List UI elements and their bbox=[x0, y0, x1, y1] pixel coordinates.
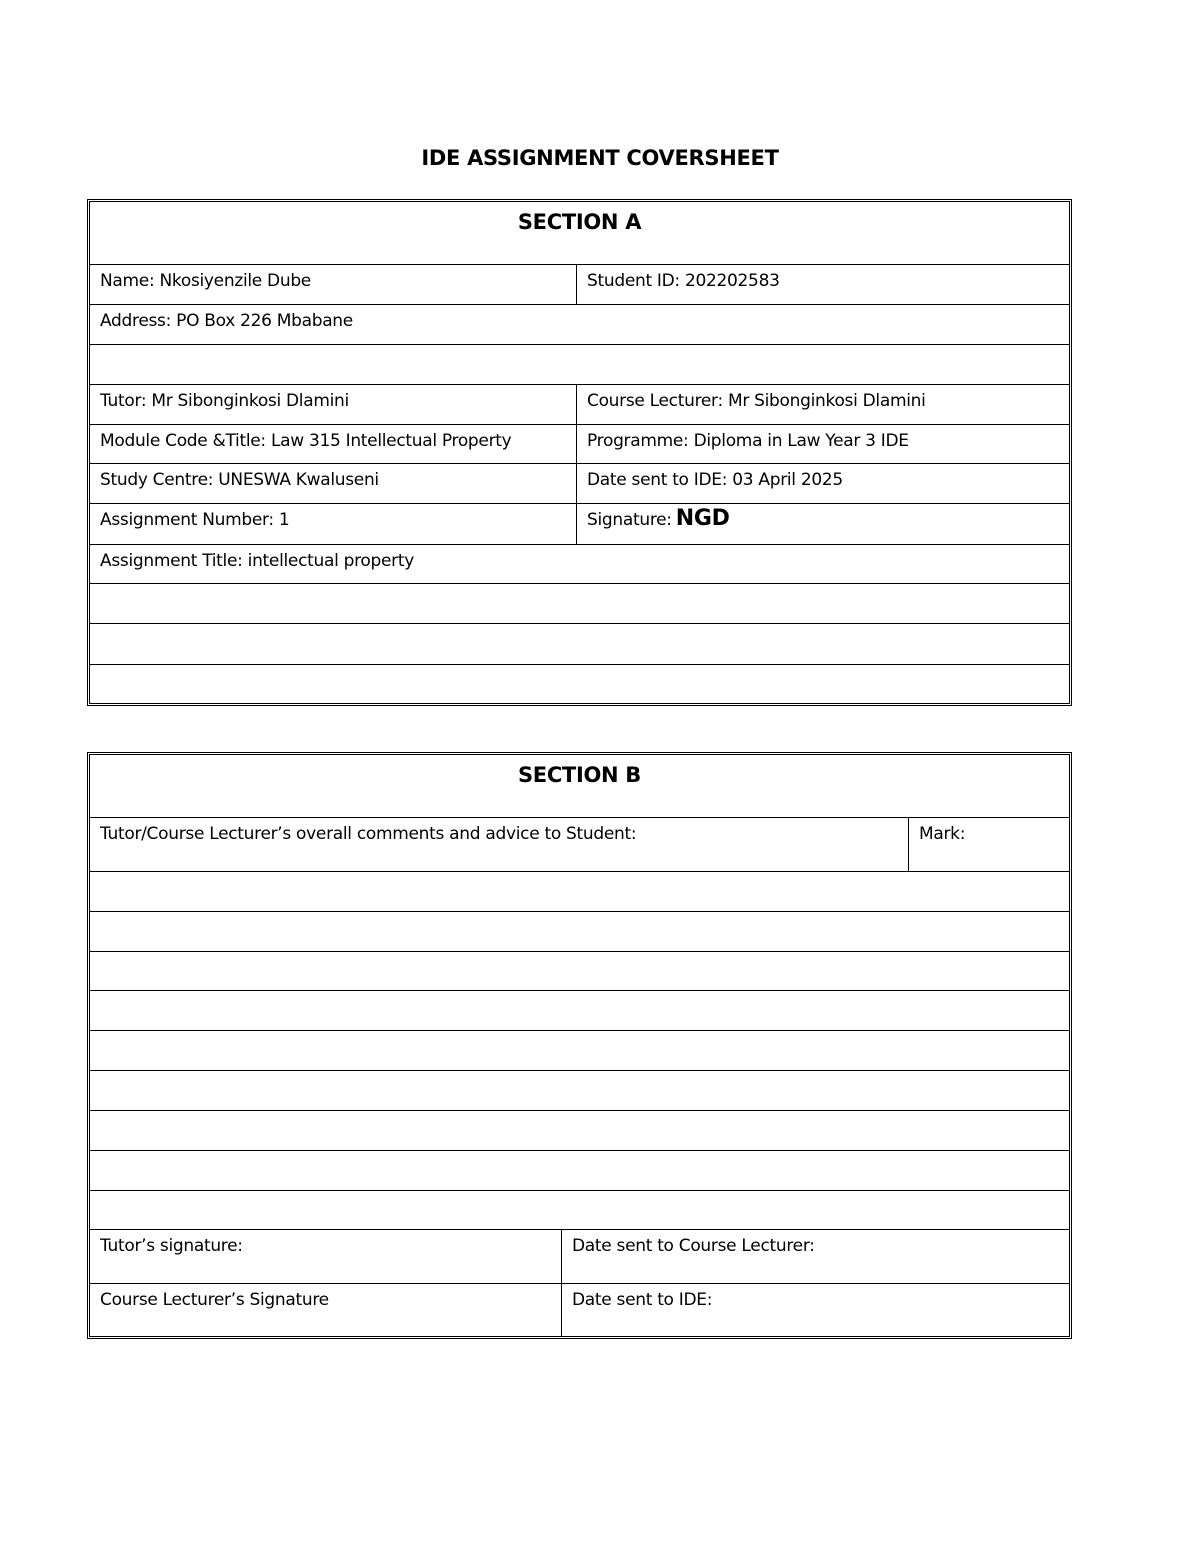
comments-label: Tutor/Course Lecturer’s overall comments and advice to Student: bbox=[100, 824, 637, 844]
comment-line bbox=[90, 872, 1069, 911]
blank-cell bbox=[90, 624, 1069, 664]
blank-row bbox=[90, 623, 1069, 664]
mark-label: Mark: bbox=[908, 818, 1069, 871]
lecturer-signature-label: Course Lecturer’s Signature bbox=[100, 1290, 329, 1310]
blank-row bbox=[90, 344, 1069, 384]
programme-field: Programme: Diploma in Law Year 3 IDE bbox=[576, 425, 1069, 463]
comment-line bbox=[90, 1111, 1069, 1150]
signature-value: NGD bbox=[675, 506, 730, 531]
course-lecturer-field: Course Lecturer: Mr Sibonginkosi Dlamini bbox=[576, 385, 1069, 424]
comment-line bbox=[90, 1151, 1069, 1190]
date-sent-lecturer-label: Date sent to Course Lecturer: bbox=[561, 1230, 1069, 1283]
comment-line bbox=[90, 1071, 1069, 1110]
comment-line-row bbox=[90, 1030, 1069, 1070]
blank-cell bbox=[90, 584, 1069, 623]
comments-row bbox=[90, 817, 1069, 871]
lecturer-signature-row bbox=[90, 1283, 1069, 1336]
tutor-signature-row bbox=[90, 1229, 1069, 1283]
name-row bbox=[90, 264, 1069, 304]
comment-line-row bbox=[90, 1110, 1069, 1150]
section-a-heading-row bbox=[90, 202, 1069, 264]
comment-line bbox=[90, 1031, 1069, 1070]
blank-cell bbox=[90, 665, 1069, 703]
study-centre-field: Study Centre: UNESWA Kwaluseni bbox=[100, 470, 379, 490]
date-sent-ide-label: Date sent to IDE: bbox=[561, 1284, 1069, 1336]
comment-line-row bbox=[90, 911, 1069, 951]
date-sent-ide-field: Date sent to IDE: 03 April 2025 bbox=[576, 464, 1069, 503]
section-b-table bbox=[87, 752, 1072, 1339]
comment-line-row bbox=[90, 871, 1069, 911]
comment-line-row bbox=[90, 1150, 1069, 1190]
assignment-number-row bbox=[90, 503, 1069, 544]
tutor-signature-label: Tutor’s signature: bbox=[100, 1236, 243, 1256]
section-a-table bbox=[87, 199, 1072, 706]
comment-line-row bbox=[90, 990, 1069, 1030]
module-row bbox=[90, 424, 1069, 463]
document-title: IDE ASSIGNMENT COVERSHEET bbox=[421, 146, 779, 170]
section-b-heading: SECTION B bbox=[517, 763, 642, 787]
assignment-title-row bbox=[90, 544, 1069, 583]
comment-line-row bbox=[90, 1190, 1069, 1229]
comment-line bbox=[90, 952, 1069, 990]
signature-label: Signature: bbox=[587, 510, 672, 530]
student-id-field: Student ID: 202202583 bbox=[576, 265, 1069, 304]
address-row bbox=[90, 304, 1069, 344]
section-a-heading: SECTION A bbox=[517, 210, 642, 234]
comment-line bbox=[90, 991, 1069, 1030]
comment-line-row bbox=[90, 1070, 1069, 1110]
tutor-row bbox=[90, 384, 1069, 424]
study-centre-row bbox=[90, 463, 1069, 503]
comment-line-row bbox=[90, 951, 1069, 990]
comment-line bbox=[90, 912, 1069, 951]
signature-field bbox=[576, 504, 1069, 544]
tutor-field: Tutor: Mr Sibonginkosi Dlamini bbox=[100, 391, 349, 411]
module-field: Module Code &Title: Law 315 Intellectual Property bbox=[100, 431, 512, 451]
assignment-number-field: Assignment Number: 1 bbox=[100, 510, 290, 530]
address-field: Address: PO Box 226 Mbabane bbox=[100, 311, 353, 331]
comment-line bbox=[90, 1191, 1069, 1229]
assignment-title-field: Assignment Title: intellectual property bbox=[100, 551, 414, 571]
blank-cell bbox=[90, 345, 1069, 384]
blank-row bbox=[90, 664, 1069, 703]
student-name-field: Name: Nkosiyenzile Dube bbox=[100, 271, 311, 291]
section-b-heading-row bbox=[90, 755, 1069, 817]
blank-row bbox=[90, 583, 1069, 623]
